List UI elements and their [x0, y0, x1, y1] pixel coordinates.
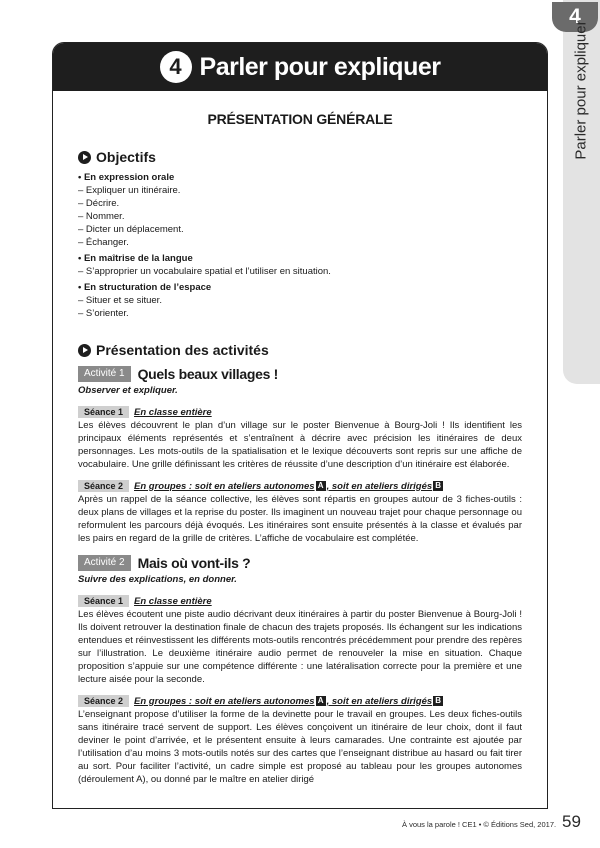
activity-subtitle: Observer et expliquer. — [78, 385, 178, 396]
section-title: PRÉSENTATION GÉNÉRALE — [207, 111, 393, 127]
seance-mode-b: , soit en ateliers dirigés — [326, 695, 433, 707]
activity-subtitle: Suivre des explications, en donner. — [78, 574, 237, 585]
objectifs-heading — [78, 149, 522, 165]
activities-heading-text: Présentation des activités — [96, 342, 269, 358]
seance-text: Après un rappel de la séance collective, les élèves sont répartis en groupes autour de 3 fiches-outils : deux plans de villages et la reprise du poster. Ils imaginent un nouveau trajet pour chaque personnage ou reformulent les parcours déjà évoqués. Les itinéraires sont ensuite présentés à la classe et évalués par les pairs en regard de la grille de critères. L’affiche de vocabulaire est complétée. — [78, 494, 522, 544]
seance-mode — [134, 696, 444, 707]
activity-title: Mais où vont-ils ? — [137, 555, 251, 571]
seance-label: Séance 2 — [78, 480, 129, 492]
content-area — [53, 111, 547, 786]
activity-label: Activité 2 — [78, 555, 131, 571]
seance-header — [78, 480, 522, 492]
objectif-line: – Échanger. — [78, 237, 129, 248]
objectif-line: – S’orienter. — [78, 308, 129, 319]
objectifs-group — [78, 281, 522, 320]
letter-b-badge: B — [433, 696, 443, 706]
objectif-group-title: • En maîtrise de la langue — [78, 253, 193, 264]
seance-text: Les élèves écoutent une piste audio décrivant deux itinéraires à partir du poster Bienvenue à Bourg-Joli ! Ils doivent retrouver la destination finale de chacun des trajets proposés. Ils échangent sur les indications entendues et réinvestissent les différents mots-outils rencontrés précédemment pour prendre des repères sur l’illustration. Le deuxième itinéraire audio permet de renouveler la mise en situation. Chaque proposition s’appuie sur une compétence différente : une latéralisation correcte pour la première et une lecture aisée pour la seconde. — [78, 609, 522, 685]
letter-a-badge: A — [316, 481, 326, 491]
seance-label: Séance 1 — [78, 406, 129, 418]
seance-label: Séance 2 — [78, 695, 129, 707]
seance-header — [78, 406, 522, 418]
letter-a-badge: A — [316, 696, 326, 706]
seance-mode-b: , soit en ateliers dirigés — [326, 480, 433, 492]
seance-mode-a: En groupes : soit en ateliers autonomes — [134, 480, 315, 492]
seance-mode: En classe entière — [134, 595, 212, 607]
objectif-line: – Nommer. — [78, 211, 125, 222]
footer-credit: À vous la parole ! CE1 • © Éditions Sed, 2017. — [402, 820, 557, 829]
chapter-number-circle: 4 — [160, 51, 192, 83]
activity-block — [78, 366, 522, 545]
seance-mode: En classe entière — [134, 406, 212, 418]
activity-header — [78, 366, 522, 382]
activity-header — [78, 555, 522, 571]
play-bullet-icon — [78, 344, 91, 357]
main-content-box — [52, 42, 548, 809]
seance-text: L’enseignant propose d’utiliser la forme de la devinette pour le travail en groupes. Les deux fiches-outils sans itinéraire tracé servent de support. Les élèves conçoivent un itinéraire de leur choix, dont il faut deviner le point d’arrivée, et le présentent ensuite à leurs camarades. Une contrainte est ajoutée par l’utilisation d’au moins 3 mots-outils notés sur des cartes que l’enseignant distribue au hasard ou fait tirer au sort. Pour faciliter l’activité, un cadre simple est proposé au tableau pour les groupes autonomes (déroulement A), ou donné par le maître en atelier dirigé — [78, 709, 522, 785]
objectifs-group — [78, 252, 522, 278]
objectif-line: – Dicter un déplacement. — [78, 224, 184, 235]
objectif-line: – S’approprier un vocabulaire spatial et l’utiliser en situation. — [78, 266, 331, 277]
seance-label: Séance 1 — [78, 595, 129, 607]
objectif-group-title: • En expression orale — [78, 172, 175, 183]
activity-block — [78, 555, 522, 786]
objectif-line: – Expliquer un itinéraire. — [78, 185, 181, 196]
seance-mode — [134, 481, 444, 492]
seance-text: Les élèves découvrent le plan d’un village sur le poster Bienvenue à Bourg-Joli ! Ils identifient les principaux éléments représentés et s’entraînent à décrire avec précision les itinéraires de deux personnages. Les mots-outils de la spatialisation et le lexique découverts sont repris sur une affiche de vocabulaire. Une grille définissant les critères de réussite d’une description d’un itinéraire est élaborée. — [78, 420, 522, 470]
activities-heading — [78, 342, 522, 358]
chapter-side-label: Parler pour expliquer — [572, 20, 590, 160]
play-bullet-icon — [78, 151, 91, 164]
chapter-number-badge: 4 — [552, 2, 598, 32]
objectif-line: – Situer et se situer. — [78, 295, 162, 306]
objectif-group-title: • En structuration de l’espace — [78, 282, 212, 293]
activity-label: Activité 1 — [78, 366, 131, 382]
chapter-title: Parler pour expliquer — [199, 52, 441, 81]
objectif-line: – Décrire. — [78, 198, 120, 209]
objectifs-group — [78, 171, 522, 249]
seance-header — [78, 695, 522, 707]
chapter-header — [53, 43, 547, 91]
seance-header — [78, 595, 522, 607]
seance-mode-a: En groupes : soit en ateliers autonomes — [134, 695, 315, 707]
letter-b-badge: B — [433, 481, 443, 491]
page-number: 59 — [562, 812, 581, 831]
objectifs-heading-text: Objectifs — [96, 149, 156, 165]
activity-title: Quels beaux villages ! — [137, 366, 279, 382]
